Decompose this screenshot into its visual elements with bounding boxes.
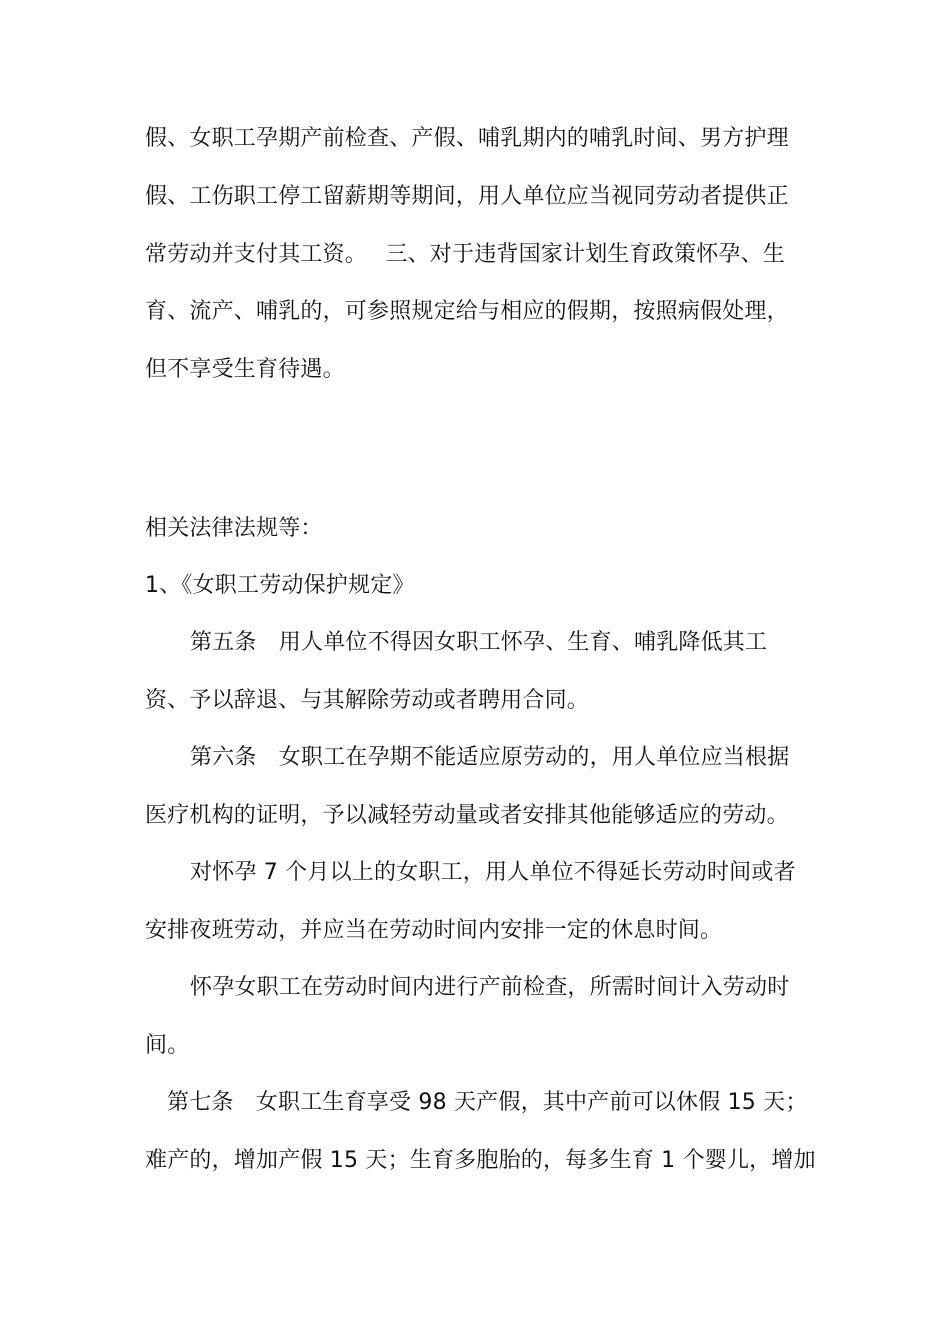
article-6-line: 第六条 女职工在孕期不能适应原劳动的，用人单位应当根据 [190,745,790,770]
text-line: 假、女职工孕期产前检查、产假、哺乳期内的哺乳时间、男方护理 [145,126,789,151]
text-line: 常劳动并支付其工资。 三、对于违背国家计划生育政策怀孕、生 [145,242,785,267]
article-5-line: 第五条 用人单位不得因女职工怀孕、生育、哺乳降低其工 [190,630,768,655]
text-line: 假、工伤职工停工留薪期等期间，用人单位应当视同劳动者提供正 [145,184,789,209]
text-line: 但不享受生育待遇。 [145,357,345,382]
article-6-line: 怀孕女职工在劳动时间内进行产前检查，所需时间计入劳动时 [190,975,790,1000]
article-6-line: 医疗机构的证明，予以减轻劳动量或者安排其他能够适应的劳动。 [145,803,789,828]
article-6-line: 对怀孕 7 个月以上的女职工，用人单位不得延长劳动时间或者 [190,860,796,885]
article-6-line: 间。 [145,1033,190,1058]
regulation-title: 1、《女职工劳动保护规定》 [145,573,415,598]
article-7-line: 难产的，增加产假 15 天；生育多胞胎的，每多生育 1 个婴儿，增加 [145,1148,816,1173]
article-6-line: 安排夜班劳动，并应当在劳动时间内安排一定的休息时间。 [145,918,723,943]
section-heading: 相关法律法规等： [145,516,323,541]
article-7-line: 第七条 女职工生育享受 98 天产假，其中产前可以休假 15 天； [167,1090,808,1115]
text-line: 育、流产、哺乳的，可参照规定给与相应的假期，按照病假处理， [145,299,789,324]
article-5-line: 资、予以辞退、与其解除劳动或者聘用合同。 [145,688,590,713]
